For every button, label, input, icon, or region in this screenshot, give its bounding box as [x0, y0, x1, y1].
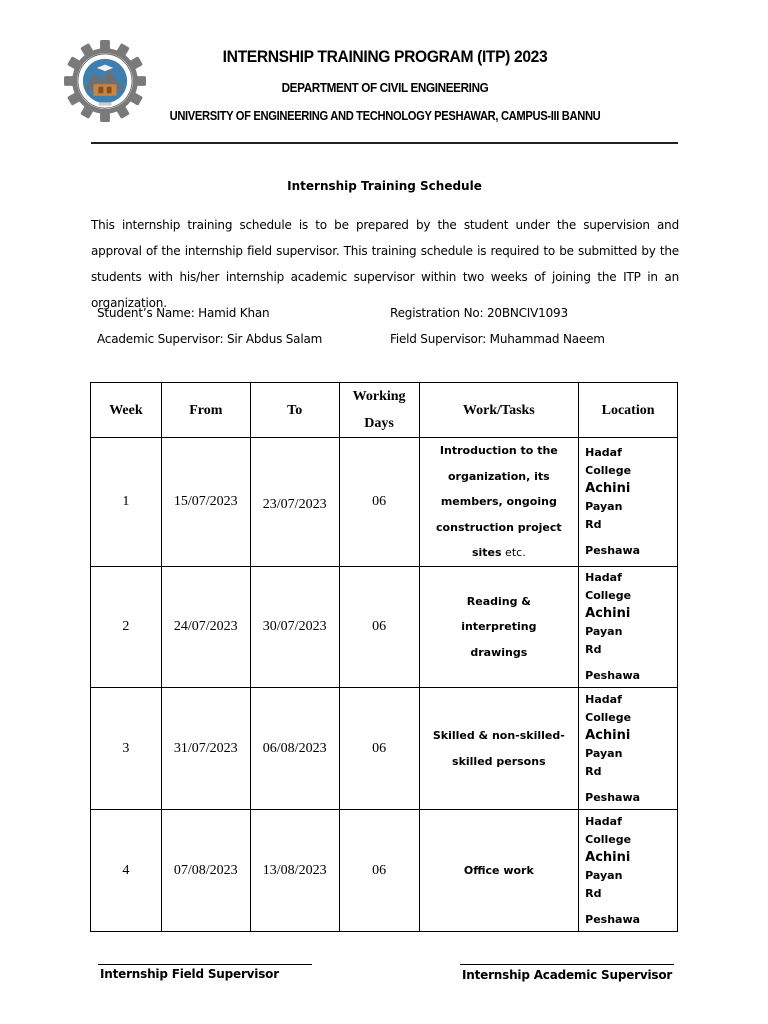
location-line: Achini [585, 849, 631, 865]
document-title: Internship Training Schedule [287, 179, 482, 193]
location-line: Achini [585, 606, 631, 621]
header-working-days-line2: Days [364, 416, 394, 431]
location-cell [579, 438, 678, 567]
location-line: College [585, 464, 632, 477]
header-working-days [339, 383, 419, 438]
location-line: Rd [585, 764, 602, 778]
table-row [91, 438, 678, 567]
location-line: Rd [585, 518, 602, 531]
week-cell: 2 [91, 567, 162, 688]
academic-signature-line [460, 964, 674, 965]
task-line: Office work [463, 863, 534, 877]
task-line: Reading & [466, 594, 531, 608]
academic-signature-label: Internship Academic Supervisor [462, 968, 673, 982]
from-cell: 07/08/2023 [161, 810, 250, 932]
task-line: sites [471, 546, 502, 560]
to-cell: 30/07/2023 [250, 567, 339, 688]
location-line: Hadaf [585, 571, 622, 584]
task-line: interpreting [461, 620, 537, 634]
university-name: UNIVERSITY OF ENGINEERING AND TECHNOLOGY PESHAWAR, CAMPUS-III BANNU [169, 108, 601, 123]
table-header-row [91, 383, 678, 438]
header-location: Location [579, 383, 678, 438]
location-line: Achini [585, 727, 631, 743]
week-cell: 3 [91, 688, 162, 810]
department-name: DEPARTMENT OF CIVIL ENGINEERING [281, 80, 489, 95]
location-line: Peshawa [585, 544, 641, 557]
task-line: skilled persons [452, 754, 546, 768]
task-line: Skilled & non-skilled- [432, 729, 565, 742]
location-line: Peshawa [585, 912, 641, 926]
header-to: To [250, 383, 339, 438]
field-signature-line [98, 964, 312, 965]
program-title: INTERNSHIP TRAINING PROGRAM (ITP) 2023 [222, 47, 548, 66]
week-cell: 4 [91, 810, 162, 932]
task-cell [419, 688, 579, 810]
location-line: College [585, 710, 632, 724]
table-row [91, 688, 678, 810]
days-cell: 06 [339, 688, 419, 810]
location-line: Rd [585, 643, 602, 656]
intro-paragraph: This internship training schedule is to be prepared by the student under the supervision and approval of the internship field supervisor. This training schedule is required to be submitted by the students with his/her internship academic supervisor within two weeks of joining the ITP in an organization. [91, 218, 679, 310]
location-line: College [585, 832, 632, 846]
from-cell: 31/07/2023 [161, 688, 250, 810]
header-week: Week [91, 383, 162, 438]
registration-number: Registration No: 20BNCIV1093 [390, 306, 568, 320]
header-from: From [161, 383, 250, 438]
location-line: Payan [585, 868, 623, 882]
location-line: College [585, 589, 632, 602]
schedule-table [90, 382, 678, 932]
location-line: Hadaf [585, 814, 622, 828]
task-cell [419, 810, 579, 932]
location-line: Payan [585, 500, 623, 513]
task-cell [419, 567, 579, 688]
task-line: Introduction to the [439, 444, 558, 458]
from-cell: 24/07/2023 [161, 567, 250, 688]
task-suffix: etc. [501, 546, 526, 560]
location-line: Achini [585, 481, 631, 496]
task-line: construction project [436, 520, 562, 534]
task-line: drawings [470, 645, 528, 659]
task-cell [419, 438, 579, 567]
location-line: Rd [585, 886, 602, 900]
to-cell: 13/08/2023 [250, 810, 339, 932]
from-cell: 15/07/2023 [161, 438, 250, 567]
header-tasks: Work/Tasks [419, 383, 579, 438]
location-line: Peshawa [585, 790, 641, 804]
days-cell: 06 [339, 438, 419, 567]
location-cell [579, 567, 678, 688]
academic-supervisor: Academic Supervisor: Sir Abdus Salam [97, 332, 323, 346]
table-row [91, 567, 678, 688]
header-working-days-line1: Working [352, 389, 406, 404]
student-name: Student’s Name: Hamid Khan [97, 306, 270, 320]
location-line: Hadaf [585, 692, 622, 706]
header-divider [91, 142, 678, 144]
field-supervisor: Field Supervisor: Muhammad Naeem [390, 332, 605, 346]
location-line: Payan [585, 746, 623, 760]
table-row [91, 810, 678, 932]
week-cell: 1 [91, 438, 162, 567]
location-line: Payan [585, 625, 623, 638]
to-cell: 06/08/2023 [250, 688, 339, 810]
to-cell: 23/07/2023 [250, 438, 339, 567]
task-line: organization, its [447, 469, 550, 483]
location-cell [579, 810, 678, 932]
task-line: members, ongoing [440, 495, 557, 509]
location-line: Peshawa [585, 669, 641, 682]
field-signature-label: Internship Field Supervisor [100, 967, 279, 981]
days-cell: 06 [339, 567, 419, 688]
location-cell [579, 688, 678, 810]
location-line: Hadaf [585, 446, 622, 459]
days-cell: 06 [339, 810, 419, 932]
